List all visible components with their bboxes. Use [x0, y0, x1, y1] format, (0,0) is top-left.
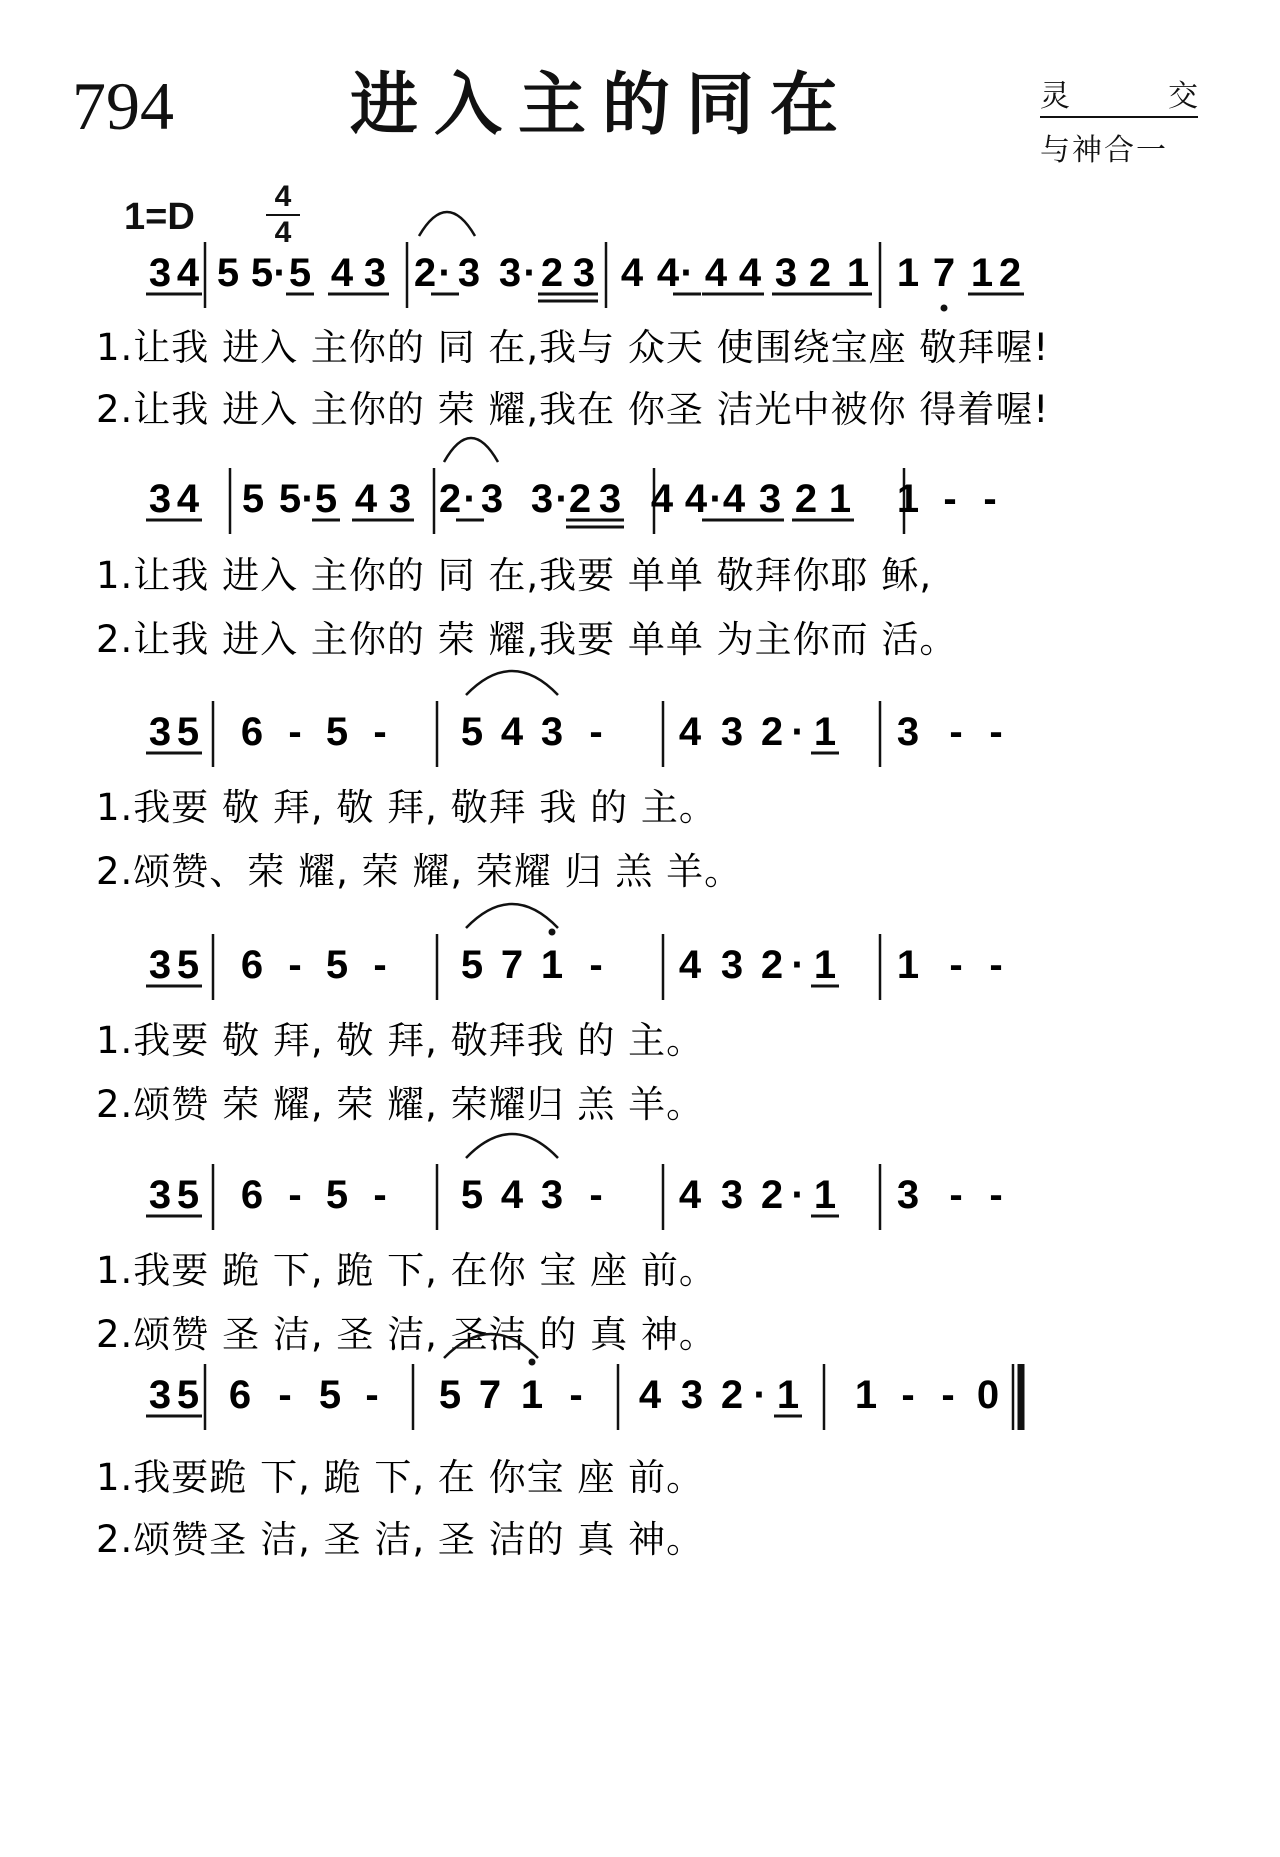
- note: 5: [176, 943, 200, 987]
- lyric-line: 2.颂赞、荣 耀, 荣 耀, 荣耀 归 羔 羊。: [96, 850, 743, 893]
- note: 4: [500, 1173, 524, 1217]
- note: 2: [540, 251, 564, 295]
- note: 5: [176, 710, 200, 754]
- dash-note: -: [983, 477, 997, 521]
- slur: [466, 904, 558, 928]
- note: 5: [438, 1373, 462, 1417]
- note: 4: [638, 1373, 662, 1417]
- note: 3: [148, 710, 172, 754]
- note: 3: [540, 710, 564, 754]
- dash-note: -: [373, 710, 387, 754]
- note: 2: [568, 477, 592, 521]
- note: 4: [678, 710, 702, 754]
- note: 1: [520, 1373, 544, 1417]
- note: 5: [460, 943, 484, 987]
- note: 3: [148, 943, 172, 987]
- dash-note: -: [989, 943, 1003, 987]
- slur: [444, 438, 498, 462]
- note: 5: [325, 710, 349, 754]
- hymn-subcategory: 与神合一: [1040, 133, 1168, 168]
- note: 5: [325, 1173, 349, 1217]
- dash-note: -: [373, 943, 387, 987]
- note: 5: [216, 251, 240, 295]
- note: 3: [148, 1173, 172, 1217]
- lyric-line: 1.我要 跪 下, 跪 下, 在你 宝 座 前。: [96, 1249, 717, 1292]
- note: 5: [314, 477, 338, 521]
- note: 4: [684, 477, 708, 521]
- note: 5: [325, 943, 349, 987]
- lyric-line: 1.我要跪 下, 跪 下, 在 你宝 座 前。: [96, 1456, 705, 1499]
- octave-dot-below: [941, 305, 948, 312]
- note: 3: [896, 1173, 920, 1217]
- note: 1: [813, 710, 837, 754]
- hymn-title: 进入主的同在: [350, 66, 855, 145]
- lyric-line: 2.颂赞 圣 洁, 圣 洁, 圣洁 的 真 神。: [96, 1313, 717, 1356]
- note: 5: [250, 251, 274, 295]
- note: 4: [722, 477, 746, 521]
- note: 5: [241, 477, 265, 521]
- lyric-line: 2.让我 进入 主你的 荣 耀,我在 你圣 洁光中被你 得着喔!: [96, 388, 1050, 431]
- key-signature: 1=D: [124, 196, 195, 238]
- octave-dot-above: [529, 1359, 536, 1366]
- dot-note: ·: [791, 710, 805, 754]
- dash-note: -: [288, 943, 302, 987]
- dash-note: -: [278, 1373, 292, 1417]
- hymn-category-char-2: 交: [1168, 79, 1198, 114]
- note: 4: [500, 710, 524, 754]
- hymn-category-char-1: 灵: [1040, 79, 1070, 114]
- dash-note: -: [949, 1173, 963, 1217]
- dash-note: -: [288, 710, 302, 754]
- note: 3: [148, 477, 172, 521]
- note: 6: [228, 1373, 252, 1417]
- note: 7: [500, 943, 524, 987]
- note: 3: [774, 251, 798, 295]
- note: 1: [813, 943, 837, 987]
- note: 4: [678, 943, 702, 987]
- note: 3: [148, 251, 172, 295]
- dash-note: -: [989, 1173, 1003, 1217]
- note: 5: [460, 710, 484, 754]
- note: 3: [148, 1373, 172, 1417]
- dot-note: ·: [753, 1373, 767, 1417]
- dash-note: -: [941, 1373, 955, 1417]
- dash-note: -: [373, 1173, 387, 1217]
- note: 0: [976, 1373, 1000, 1417]
- note: 1: [896, 943, 920, 987]
- note: 4: [650, 477, 674, 521]
- note: 3: [363, 251, 387, 295]
- note: 4: [656, 251, 680, 295]
- note: 7: [932, 251, 956, 295]
- dash-note: -: [989, 710, 1003, 754]
- note: 2: [760, 1173, 784, 1217]
- note: 3: [680, 1373, 704, 1417]
- dot-note: ·: [463, 477, 477, 521]
- note: 3: [720, 1173, 744, 1217]
- time-signature-top: 4: [266, 182, 300, 216]
- note: 4: [176, 477, 200, 521]
- lyric-line: 1.让我 进入 主你的 同 在,我与 众天 使围绕宝座 敬拜喔!: [96, 326, 1050, 369]
- note: 5: [460, 1173, 484, 1217]
- lyric-line: 2.让我 进入 主你的 荣 耀,我要 单单 为主你而 活。: [96, 618, 958, 661]
- dash-note: -: [901, 1373, 915, 1417]
- note: 3: [540, 1173, 564, 1217]
- note: 4: [704, 251, 728, 295]
- note: 5: [176, 1373, 200, 1417]
- dot-note: ·: [438, 251, 452, 295]
- lyric-line: 1.我要 敬 拜, 敬 拜, 敬拜 我 的 主。: [96, 786, 717, 829]
- note: 5: [176, 1173, 200, 1217]
- note: 3: [457, 251, 481, 295]
- note: 6: [240, 1173, 264, 1217]
- note: 3: [388, 477, 412, 521]
- lyric-line: 1.我要 敬 拜, 敬 拜, 敬拜我 的 主。: [96, 1019, 705, 1062]
- note: 3: [758, 477, 782, 521]
- note: 2: [808, 251, 832, 295]
- note: 1: [813, 1173, 837, 1217]
- lyric-line: 2.颂赞 荣 耀, 荣 耀, 荣耀归 羔 羊。: [96, 1083, 705, 1126]
- note: 4: [620, 251, 644, 295]
- dot-note: ·: [791, 943, 805, 987]
- dash-note: -: [589, 943, 603, 987]
- lyric-line: 1.让我 进入 主你的 同 在,我要 单单 敬拜你耶 稣,: [96, 554, 933, 597]
- note: 1: [896, 477, 920, 521]
- dot-note: ·: [273, 251, 287, 295]
- dash-note: -: [365, 1373, 379, 1417]
- note: 2: [720, 1373, 744, 1417]
- dash-note: -: [569, 1373, 583, 1417]
- note: 3: [480, 477, 504, 521]
- note: 5: [318, 1373, 342, 1417]
- note: 2: [760, 943, 784, 987]
- note: 2: [760, 710, 784, 754]
- note: 1: [970, 251, 994, 295]
- note: 3: [720, 943, 744, 987]
- note: 5: [278, 477, 302, 521]
- octave-dot-above: [549, 929, 556, 936]
- dash-note: -: [288, 1173, 302, 1217]
- note: 4: [176, 251, 200, 295]
- dash-note: -: [943, 477, 957, 521]
- dash-note: -: [949, 943, 963, 987]
- note: 5: [288, 251, 312, 295]
- note: 3: [530, 477, 554, 521]
- dot-note: ·: [301, 477, 315, 521]
- time-signature-bottom: 4: [274, 216, 292, 249]
- note: 4: [330, 251, 354, 295]
- dot-note: ·: [791, 1173, 805, 1217]
- dash-note: -: [589, 710, 603, 754]
- dot-note: ·: [523, 251, 537, 295]
- note: 6: [240, 710, 264, 754]
- dot-note: ·: [680, 251, 694, 295]
- note: 1: [846, 251, 870, 295]
- note: 3: [896, 710, 920, 754]
- dot-note: ·: [709, 477, 723, 521]
- slur: [466, 1134, 558, 1158]
- note: 3: [498, 251, 522, 295]
- note: 3: [572, 251, 596, 295]
- note: 2: [998, 251, 1022, 295]
- slur: [466, 671, 558, 695]
- lyric-line: 2.颂赞圣 洁, 圣 洁, 圣 洁的 真 神。: [96, 1518, 705, 1561]
- note: 6: [240, 943, 264, 987]
- note: 4: [678, 1173, 702, 1217]
- dot-note: ·: [555, 477, 569, 521]
- dash-note: -: [949, 710, 963, 754]
- note: 2: [794, 477, 818, 521]
- note: 2: [413, 251, 437, 295]
- note: 3: [720, 710, 744, 754]
- note: 3: [598, 477, 622, 521]
- note: 1: [828, 477, 852, 521]
- slur: [419, 212, 475, 236]
- note: 1: [854, 1373, 878, 1417]
- note: 1: [776, 1373, 800, 1417]
- note: 1: [896, 251, 920, 295]
- note: 4: [354, 477, 378, 521]
- hymn-number: 794: [72, 68, 174, 144]
- note: 4: [738, 251, 762, 295]
- note: 2: [438, 477, 462, 521]
- note: 7: [478, 1373, 502, 1417]
- dash-note: -: [589, 1173, 603, 1217]
- note: 1: [540, 943, 564, 987]
